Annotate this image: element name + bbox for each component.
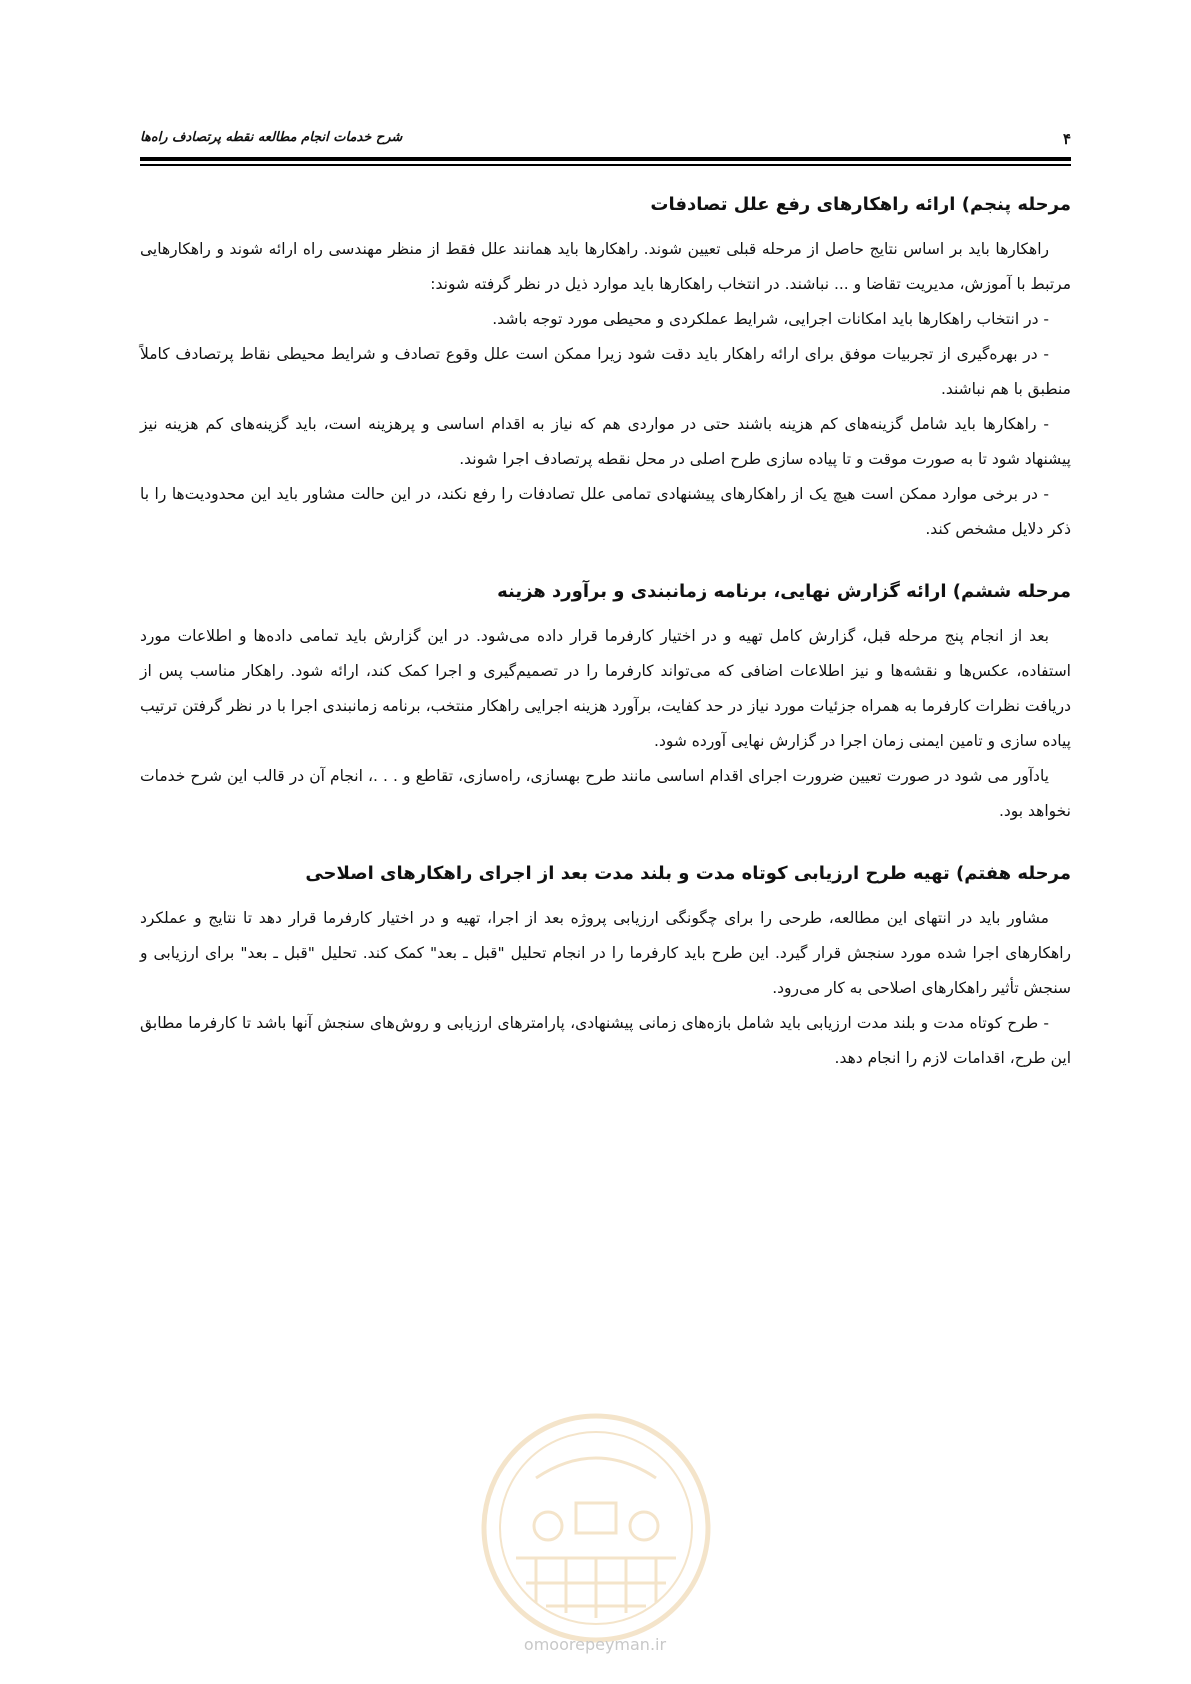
section-stage-6 [140,577,1071,829]
watermark-site: omoorepeyman.ir [523,1635,667,1654]
section-heading: مرحله پنجم) ارائه راهکارهای رفع علل تصادفات [650,194,1071,215]
section-stage-7 [140,859,1071,1076]
bullet-paragraph: - در بهره‌گیری از تجربیات موفق برای ارائه راهکار باید دقت شود زیرا ممکن است علل وقوع تصادف و شرایط محیطی نقاط پرتصادف کاملاً منطبق با هم نباشند. [140,345,1071,398]
page-number: ۴ [1062,130,1071,148]
header-rule-thick [140,157,1071,161]
bullet-paragraph: - راهکارها باید شامل گزینه‌های کم هزینه باشند حتی در مواردی هم که نیاز به اقدام اساسی و پرهزینه است، باید گزینه‌های کم هزینه نیز پیشنهاد شود تا به صورت موقت و تا پیاده سازی طرح اصلی در محل نقطه پرتصادف اجرا شوند. [140,415,1071,468]
paragraph: راهکارها باید بر اساس نتایج حاصل از مرحله قبلی تعیین شوند. راهکارها باید همانند علل فقط از منظر مهندسی راه ارائه شوند و راهکارهایی مرتبط با آموزش، مدیریت تقاضا و ... نباشند. در انتخاب راهکارها باید موارد ذیل در نظر گرفته شوند: [140,240,1071,293]
watermark-logo-icon [476,1408,716,1648]
page-header [140,128,1071,154]
section-stage-5 [140,190,1071,547]
header-rule-thin [140,164,1071,166]
bullet-paragraph: - در انتخاب راهکارها باید امکانات اجرایی، شرایط عملکردی و محیطی مورد توجه باشد. [492,310,1049,328]
section-heading: مرحله هفتم) تهیه طرح ارزیابی کوتاه مدت و بلند مدت بعد از اجرای راهکارهای اصلاحی [305,863,1071,884]
paragraph: یادآور می شود در صورت تعیین ضرورت اجرای اقدام اساسی مانند طرح بهسازی، راه‌سازی، تقاطع و . . .، انجام آن در قالب این شرح خدمات نخواهد بود. [140,767,1071,820]
bullet-paragraph: - در برخی موارد ممکن است هیچ یک از راهکارهای پیشنهادی تمامی علل تصادفات را رفع نکند، در این حالت مشاور باید این محدودیت‌ها را با ذکر دلایل مشخص کند. [140,485,1071,538]
section-heading: مرحله ششم) ارائه گزارش نهایی، برنامه زمانبندی و برآورد هزینه [497,581,1071,602]
document-body [140,190,1071,1106]
header-title: شرح خدمات انجام مطالعه نقطه پرتصادف راه‌ها [140,130,403,145]
bullet-paragraph: - طرح کوتاه مدت و بلند مدت ارزیابی باید شامل بازه‌های زمانی پیشنهادی، پارامترهای ارزیابی و روش‌های سنجش آنها باشد تا کارفرما مطابق این طرح، اقدامات لازم را انجام دهد. [140,1014,1071,1067]
paragraph: بعد از انجام پنج مرحله قبل، گزارش کامل تهیه و در اختیار کارفرما قرار داده می‌شود. در این گزارش باید تمامی داده‌ها و اطلاعات مورد استفاده، عکس‌ها و نقشه‌ها و نیز اطلاعات اضافی که می‌تواند کارفرما را در تصمیم‌گیری و اجرا کمک کند، ارائه شود. راهکار مناسب پس از دریافت نظرات کارفرما به همراه جزئیات مورد نیاز در حد کفایت، برآورد هزینه اجرایی راهکار منتخب، برنامه زمانبندی اجرا با در نظر گرفتن ترتیب پیاده سازی و تامین ایمنی زمان اجرا در گزارش نهایی آورده شود. [140,627,1071,750]
paragraph: مشاور باید در انتهای این مطالعه، طرحی را برای چگونگی ارزیابی پروژه بعد از اجرا، تهیه و در اختیار کارفرما قرار دهد تا نتایج و عملکرد راهکارهای اجرا شده مورد سنجش قرار گیرد. این طرح باید کارفرما را در انجام تحلیل "قبل ـ بعد" کمک کند. تحلیل "قبل ـ بعد" برای ارزیابی و سنجش تأثیر راهکارهای اصلاحی به کار می‌رود. [140,909,1071,997]
